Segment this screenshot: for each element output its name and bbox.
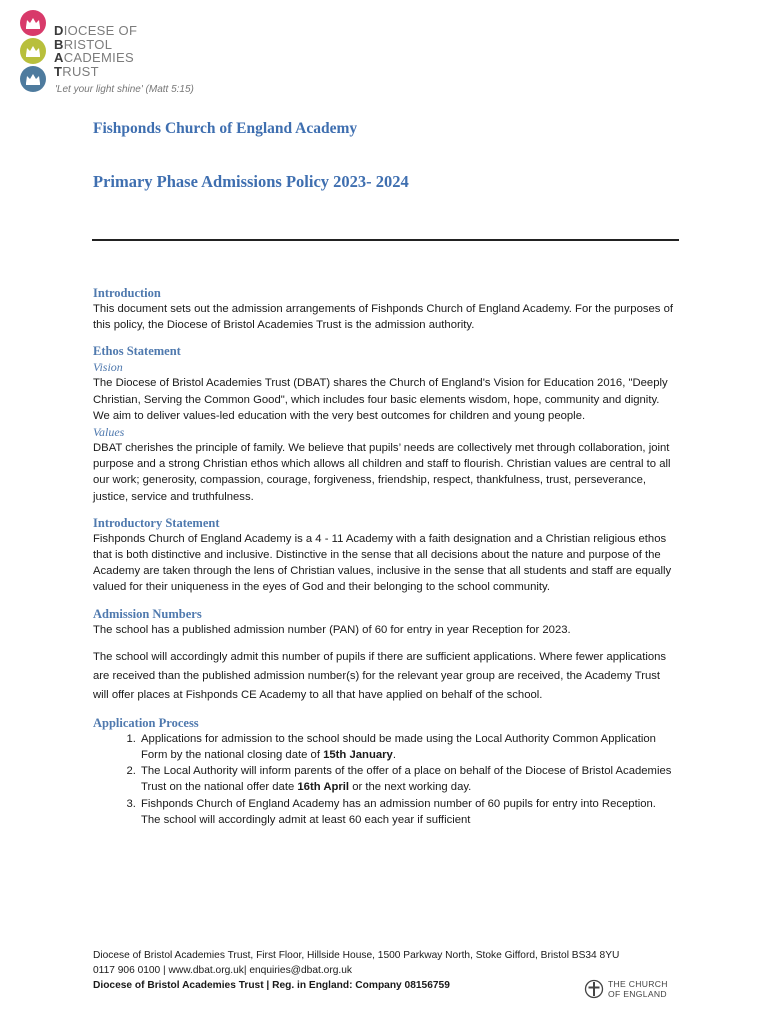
logo-wordmark bbox=[54, 24, 137, 78]
school-name: Fishponds Church of England Academy bbox=[93, 120, 358, 137]
introductory-text: Fishponds Church of England Academy is a 4 - 11 Academy with a faith designation and a Christian religious ethos that is both distinctive and inclusive. Distinctive in the sense that all decisions about the nature and purpose of the Academy are taken through the lens of Christian values, inclusive in the sense that all students and staff are equally valued for their uniqueness in the eyes of God and their belonging to the school community. bbox=[93, 532, 672, 594]
page-title: Primary Phase Admissions Policy 2023- 2024 bbox=[93, 172, 409, 191]
title-divider bbox=[92, 239, 679, 241]
footer-address: Diocese of Bristol Academies Trust, First Floor, Hillside House, 1500 Parkway North, Stoke Gifford, Bristol BS34 8YU bbox=[93, 950, 620, 961]
crown-icon-blue bbox=[20, 66, 46, 92]
coe-wordmark: THE CHURCH OF ENGLAND bbox=[608, 979, 668, 999]
crown-icon-green bbox=[20, 38, 46, 64]
church-cross-icon bbox=[584, 979, 604, 999]
church-of-england-logo bbox=[584, 979, 684, 1001]
logo-line: BRISTOL bbox=[54, 36, 113, 52]
application-process-list bbox=[93, 731, 673, 828]
section-heading-admission-numbers: Admission Numbers bbox=[93, 606, 202, 621]
footer-registration: Diocese of Bristol Academies Trust | Reg. in England: Company 08156759 bbox=[93, 980, 450, 992]
logo-line: DIOCESE OF bbox=[54, 23, 138, 38]
list-item: 2. The Local Authority will inform parents of the offer of a place on behalf of the Diocese of Bristol Academies Trust on the national offer date 16th April or the next working day. bbox=[139, 763, 673, 795]
footer-contact: 0117 906 0100 | www.dbat.org.uk| enquiries@dbat.org.uk bbox=[93, 965, 352, 977]
logo-motto: 'Let your light shine' (Matt 5:15) bbox=[55, 84, 194, 95]
section-heading-introductory: Introductory Statement bbox=[93, 515, 220, 530]
values-text: DBAT cherishes the principle of family. We believe that pupils’ needs are collectively met through collaboration, joint purpose and a strong Christian ethos which allows all children and staff to flourish. Christian values are central to all our work; generosity, compassion, courage, forgiveness, friendship, respect, thankfulness, trust, perseverance, justice, service and truthfulness. bbox=[93, 442, 671, 503]
dbat-logo bbox=[20, 10, 240, 100]
section-heading-ethos: Ethos Statement bbox=[93, 344, 181, 359]
document-body bbox=[93, 285, 673, 828]
subheading-vision: Vision bbox=[93, 360, 123, 375]
section-heading-application-process: Application Process bbox=[93, 715, 199, 730]
section-heading-introduction: Introduction bbox=[93, 286, 161, 300]
admission-numbers-text-1: The school has a published admission number (PAN) of 60 for entry in year Reception for 2023. bbox=[93, 623, 571, 636]
admission-numbers-text-2: The school will accordingly admit this number of pupils if there are sufficient applications. Where fewer applications are received than the published admission number(s) for the relevant year group are received, the Academy Trust will offer places at Fishponds CE Academy to all that have applied on behalf of the school. bbox=[93, 650, 667, 701]
logo-line: ACADEMIES bbox=[54, 50, 135, 65]
introduction-text: This document sets out the admission arrangements of Fishponds Church of England Academy. For the purposes of this policy, the Diocese of Bristol Academies Trust is the admission authority. bbox=[93, 303, 674, 332]
logo-line: TRUST bbox=[54, 63, 99, 79]
subheading-values: Values bbox=[93, 425, 125, 440]
list-item: 1. Applications for admission to the school should be made using the Local Authority Common Application Form by the national closing date of 15th January. bbox=[139, 731, 673, 763]
vision-text: The Diocese of Bristol Academies Trust (DBAT) shares the Church of England's Vision for Education 2016, "Deeply Christian, Serving the Common Good", which includes four basic elements wisdom, hope, community and dignity. We aim to deliver values-led education with the very best outcomes for children and young people. bbox=[93, 377, 668, 422]
list-item: 3. Fishponds Church of England Academy has an admission number of 60 pupils for entry into Reception. The school will accordingly admit at least 60 each year if sufficient bbox=[139, 796, 673, 828]
crown-icon-pink bbox=[20, 10, 46, 36]
